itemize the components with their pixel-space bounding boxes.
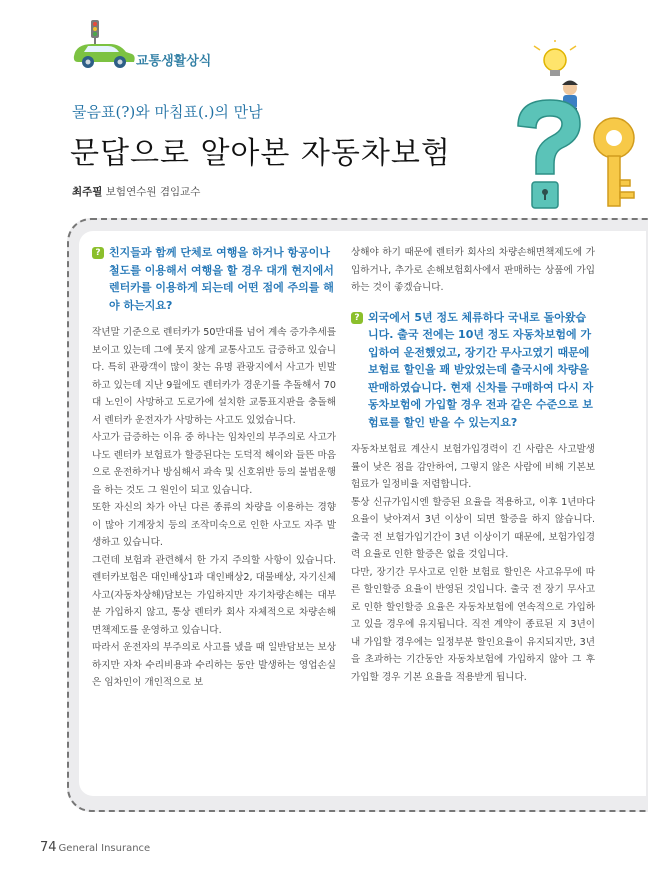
question-2-text: 외국에서 5년 정도 체류하다 국내로 돌아왔습니다. 출국 전에는 10년 정도 자동차보험에 가입하여 운전했었고, 장기간 무사고였기 때문에 보험료 할인을 꽤 받았었는데 출국시에 차량을 판매하였습니다. 현재 신차를 구매하여 다시 자동차보험에 가입할 경우 전과 같은 수준으로 보험료를 할인 받을 수 있는지요?	[368, 310, 594, 429]
publication-name: General Insurance	[58, 843, 151, 854]
question-mark-icon: ?	[351, 312, 363, 324]
answer-1-paragraph-1: 작년말 기준으로 렌터카가 50만대를 넘어 계속 증가추세를 보이고 있는데 그에 못지 않게 교통사고도 급증하고 있습니다. 특히 관광객이 많이 찾는 유명 관광지에서 사고가 빈발하고 있는데 지난 9월에도 렌터카가 경운기를 추돌해서 70대 노인이 사망하고 도로가에 설치한 교통표지판을 충돌해서 렌터카 운전자가 사망하는 사고도 있었습니다.	[92, 327, 336, 426]
author-name: 최주필	[72, 186, 103, 198]
answer-2-paragraph-3: 다만, 장기간 무사고로 인한 보험료 할인은 사고유무에 따른 할인할증 요율이 반영된 것입니다. 출국 전 장기 무사고로 인한 할인할증 요율은 자동차보험에 연속적으로 가입하고 있을 경우에 유지됩니다. 직전 계약이 종료된 지 3년이내 가입할 경우에는 일정부분 할인요율이 유지되지만, 3년을 초과하는 기간동안 자동차보험에 가입하지 않아 그 후 가입할 경우 기본 요율을 적용받게 됩니다.	[351, 566, 595, 683]
answer-1-paragraph-3: 또한 자신의 차가 아닌 다른 종류의 차량을 이용하는 경향이 많아 기계장치 등의 조작미숙으로 인한 사고도 자주 발생하고 있습니다.	[92, 502, 336, 548]
question-mark-icon: ?	[92, 247, 104, 259]
answer-2-paragraph-1: 자동차보험료 계산시 보험가입경력이 긴 사람은 사고발생률이 낮은 점을 감안하여, 그렇지 않은 사람에 비해 기본보험료가 일정비율 저렴합니다.	[351, 444, 595, 490]
author-title: 보험연수원 겸임교수	[105, 186, 201, 198]
page-footer	[40, 840, 150, 855]
article-title: 문답으로 알아본 자동차보험	[70, 136, 451, 171]
question-1-text: 친지들과 함께 단체로 여행을 하거나 항공이나 철도를 이용해서 여행을 할 경우 대개 현지에서 렌터카를 이용하게 되는데 어떤 점에 주의를 해야 하는지요?	[109, 246, 334, 312]
question-key-illustration	[500, 40, 648, 215]
section-label: 교통생활상식	[136, 54, 212, 69]
left-column	[92, 244, 336, 692]
page-number: 74	[40, 840, 57, 855]
question-1	[92, 244, 336, 314]
traffic-light-car-icon	[70, 14, 140, 74]
article-subtitle: 물음표(?)와 마침표(.)의 만남	[72, 103, 263, 121]
answer-2-paragraph-2: 통상 신규가입시엔 할증된 요율을 적용하고, 이후 1년마다 요율이 낮아져서 3년 이상이 되면 할증을 하지 않습니다. 출국 전 보험가입기간이 3년 이상이기 때문에, 보험가입경력 요율로 인한 할증은 없을 것입니다.	[351, 496, 595, 560]
question-2	[351, 309, 595, 432]
right-column	[351, 244, 595, 686]
answer-1-paragraph-2: 사고가 급증하는 이유 중 하나는 임차인의 부주의로 사고가 나도 렌터카 보험료가 할증된다는 도덕적 해이와 들뜬 마음으로 운전하거나 방심해서 과속 및 신호위반 등의 불법운행을 하는 것도 그 원인이 되고 있습니다.	[92, 432, 336, 496]
answer-1-paragraph-5-end: 상해야 하기 때문에 렌터카 회사의 차량손해면책제도에 가입하거나, 추가로 손해보험회사에서 판매하는 상품에 가입하는 것이 좋겠습니다.	[351, 247, 595, 293]
author-line	[72, 184, 200, 199]
answer-1-paragraph-5-start: 따라서 운전자의 부주의로 사고를 냈을 때 일반담보는 보상하지만 자차 수리비용과 수리하는 동안 발생하는 영업손실은 임차인이 개인적으로 보	[92, 642, 336, 688]
section-tag	[70, 14, 270, 74]
answer-1-paragraph-4: 그런데 보험과 관련해서 한 가지 주의할 사항이 있습니다. 렌터카보험은 대인배상1과 대인배상2, 대물배상, 자기신체사고(자동차상해)담보는 가입하지만 자기차량손해는 대부분 가입하지 않고, 통상 렌터카 회사 자체적으로 차량손해면책제도를 운영하고 있습니다.	[92, 554, 336, 636]
